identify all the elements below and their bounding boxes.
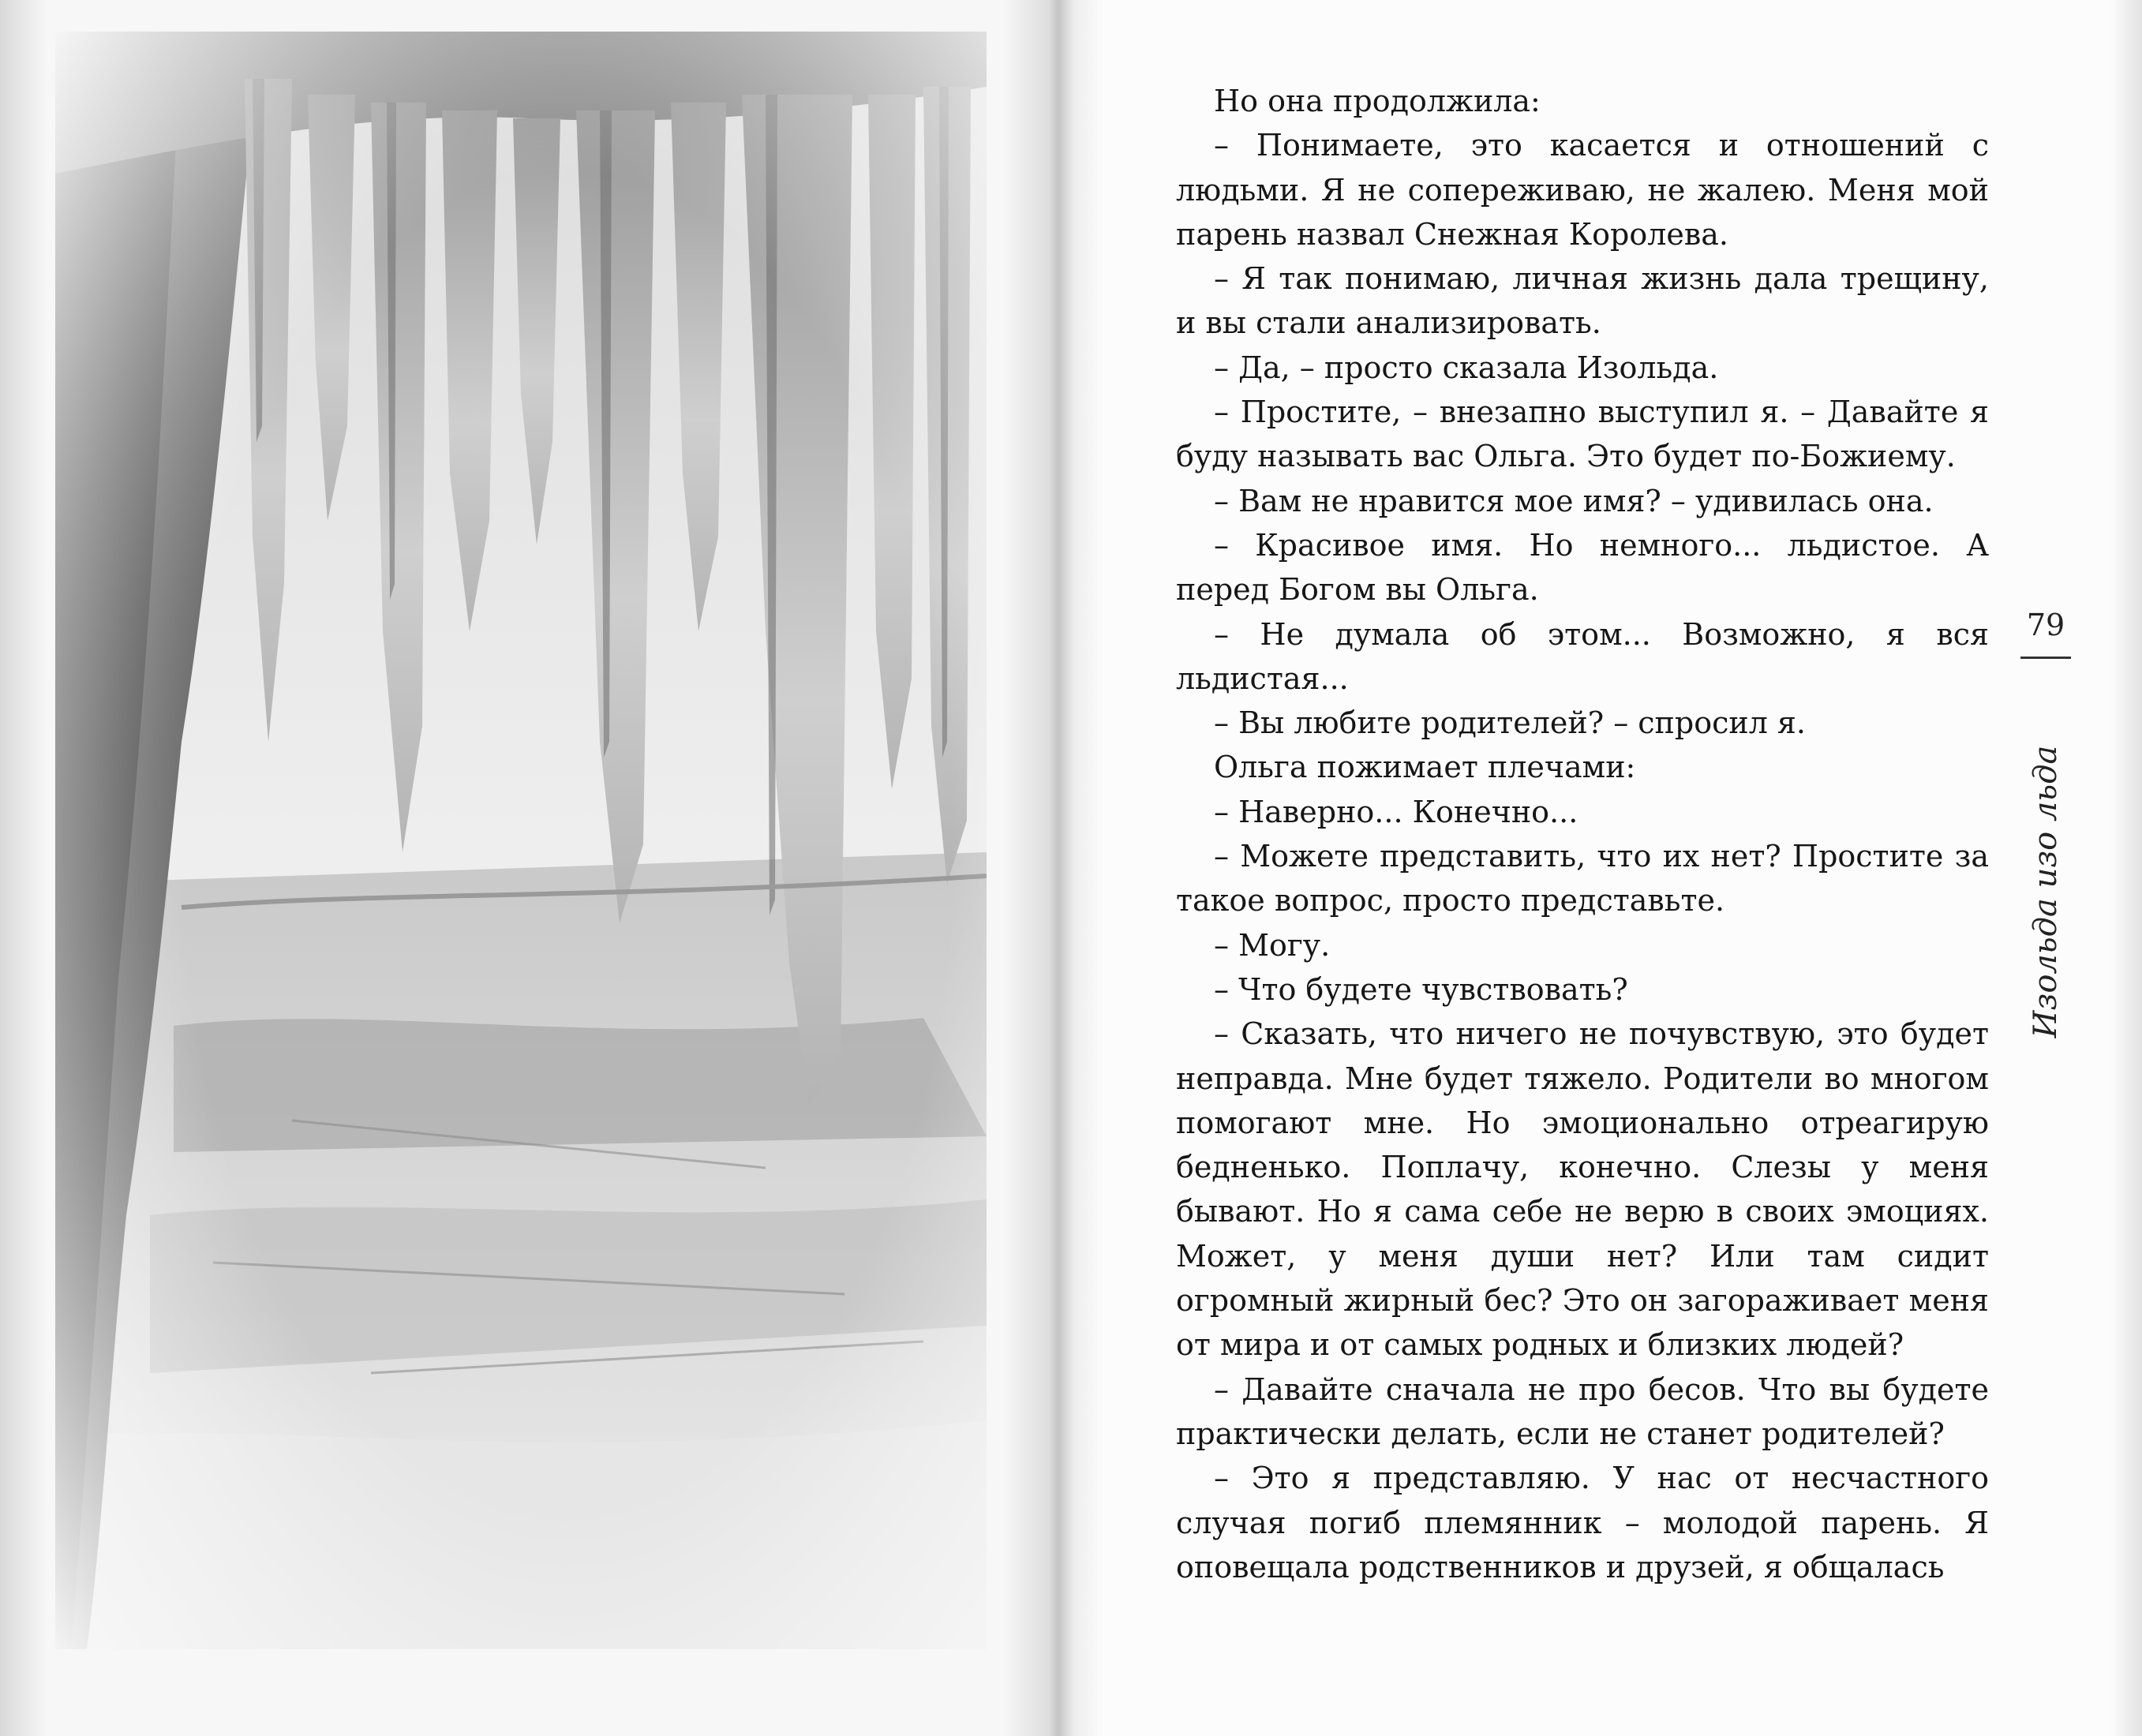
running-head-rule [2020,657,2071,659]
paragraph: – Вам не нравится мое имя? – удивилась она. [1214,483,1934,518]
page-edge-shadow [2110,0,2142,1736]
paragraph: – Вы любите родителей? – спросил я. [1214,705,1806,741]
book-gutter-shadow [1002,0,1105,1736]
paragraph: Ольга пожимает плечами: [1214,750,1636,785]
page-number: 79 [2026,608,2065,642]
paragraph: – Да, – просто сказала Изольда. [1214,350,1719,385]
paragraph: – Можете представить, что их нет? Простите за такое вопрос, просто представьте. [1176,839,1989,919]
body-text [1176,79,1989,1589]
paragraph: Но она продолжила: [1214,84,1541,118]
page-edge-shadow [0,0,47,1736]
paragraph: – Понимаете, это касается и отношений с людьми. Я не сопереживаю, не жалею. Меня мой парень назвал Снежная Королева. [1176,128,1989,252]
paragraph: – Это я представляю. У нас от несчастного случая погиб племянник – молодой парень. Я оповещала родственников и друзей, я общалась [1176,1461,1989,1584]
paragraph: – Давайте сначала не про бесов. Что вы будете практически делать, если не станет родителей? [1176,1371,1989,1451]
paragraph: – Я так понимаю, личная жизнь дала трещину, и вы стали анализировать. [1176,261,1989,341]
paragraph: – Не думала об этом... Возможно, я вся льдистая... [1176,616,1989,696]
ice-cave-illustration [55,32,987,1649]
paragraph: – Что будете чувствовать? [1214,971,1628,1007]
paragraph: – Простите, – внезапно выступил я. – Давайте я буду называть вас Ольга. Это будет по-Божиему. [1176,395,1989,474]
left-page [0,0,1058,1736]
running-title: Изольда изо льда [2028,745,2064,1038]
paragraph: – Красивое имя. Но немного... льдистое. А перед Богом вы Ольга. [1176,527,1989,608]
paragraph: – Могу. [1214,927,1331,963]
ice-cave-photo [55,32,987,1649]
paragraph: – Сказать, что ничего не почувствую, это будет неправда. Мне будет тяжело. Родители во многом помогают мне. Но эмоционально отреагирую бедненько. Поплачу, конечно. Слезы у меня бывают. Но я сама себе не верю в своих эмоциях. Может, у меня души нет? Или там сидит огромный жирный бес? Это он загораживает меня от мира и от самых родных и близких людей? [1176,1016,1989,1363]
paragraph: – Наверно... Конечно... [1214,794,1578,829]
